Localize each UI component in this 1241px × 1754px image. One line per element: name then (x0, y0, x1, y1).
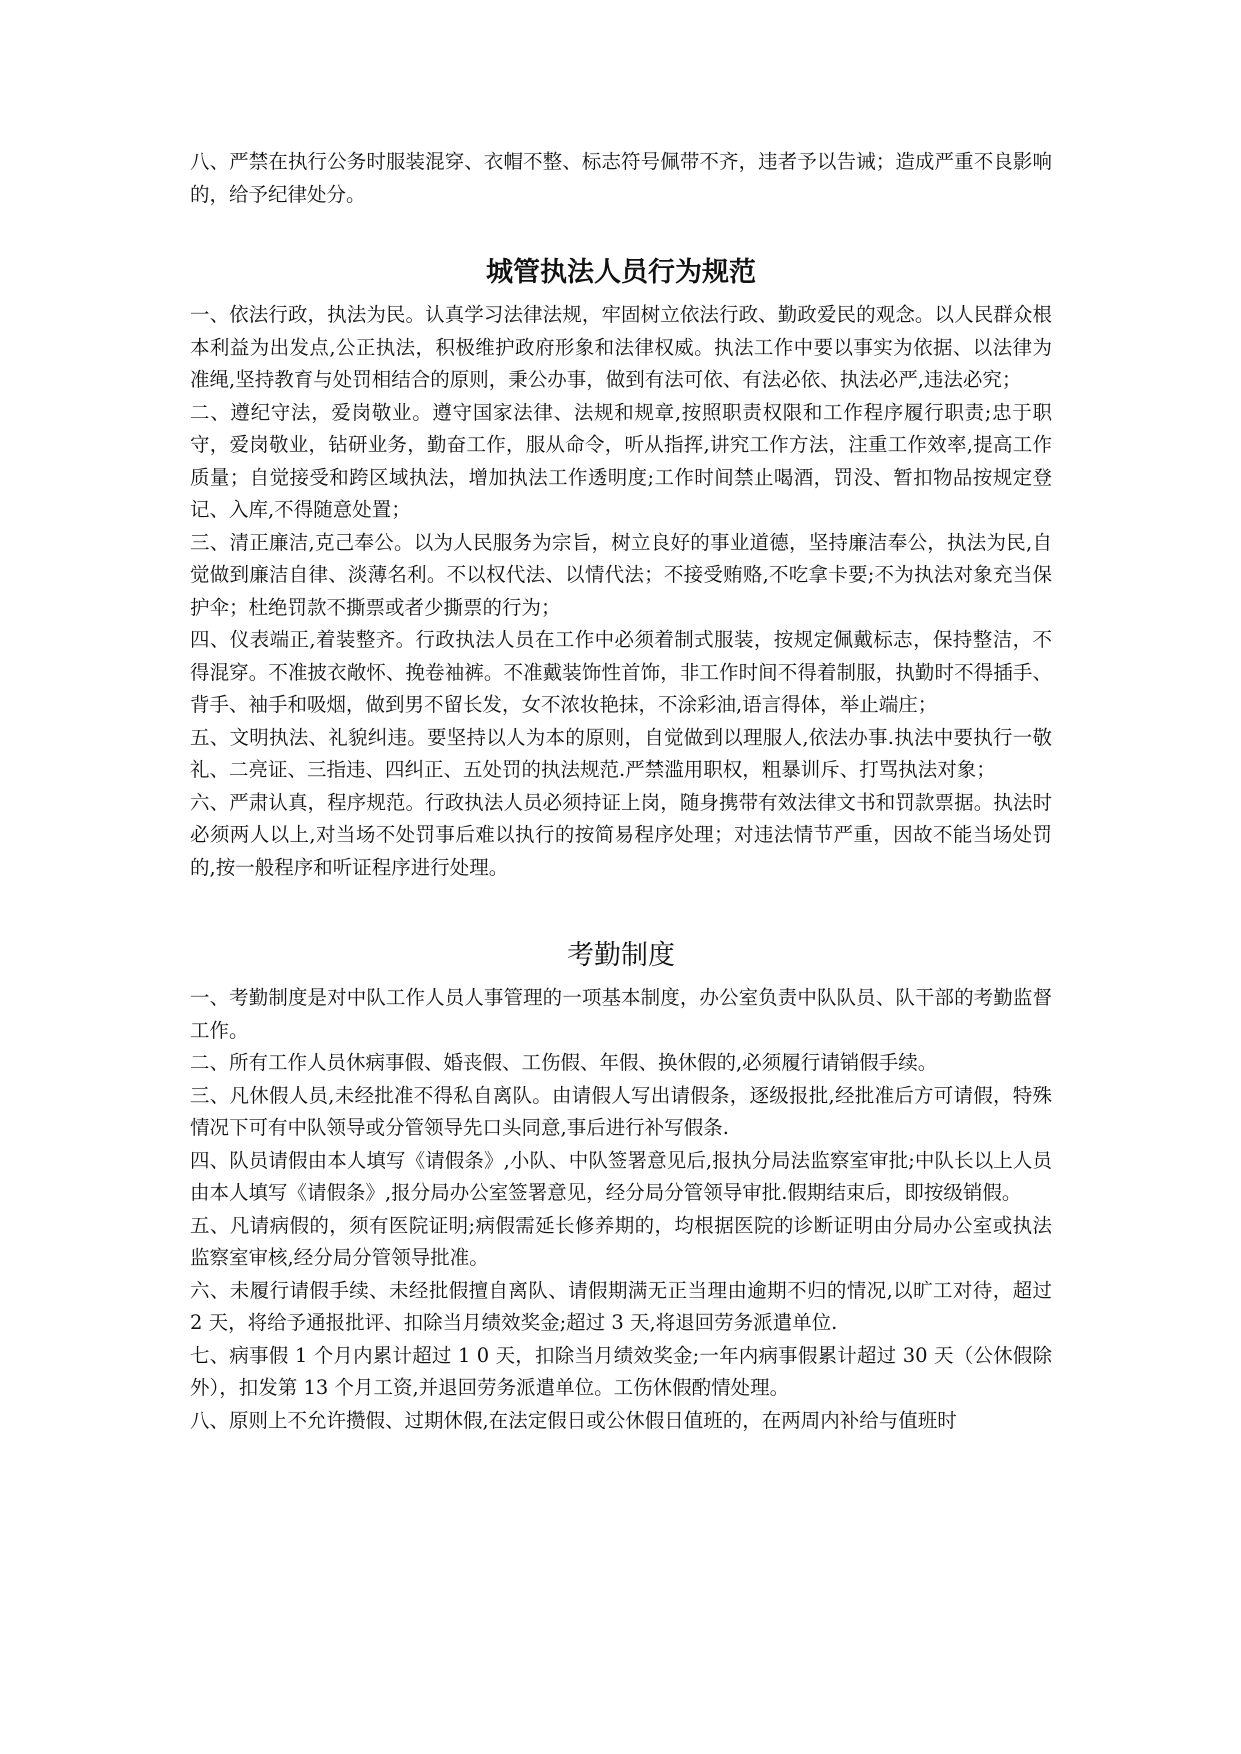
attendance-clause-4: 四、队员请假由本人填写《请假条》,小队、中队签署意见后,报执分局法监察室审批;中队长以上人员由本人填写《请假条》,报分局办公室签署意见，经分局分管领导审批.假期结束后，即按级销假。 (190, 1148, 1052, 1204)
attendance-clause-2: 二、所有工作人员休病事假、婚丧假、工伤假、年假、换休假的,必须履行请销假手续。 (190, 1051, 938, 1074)
intro-clause: 八、严禁在执行公务时服装混穿、衣帽不整、标志符号佩带不齐，违者予以告诫；造成严重不良影响的，给予纪律处分。 (190, 150, 1052, 206)
attendance-clause-8: 八、原则上不允许攒假、过期休假,在法定假日或公休假日值班的，在两周内补给与值班时 (190, 1408, 957, 1432)
conduct-clause-2: 二、遵纪守法，爱岗敬业。遵守国家法律、法规和规章,按照职责权限和工作程序履行职责;忠于职守，爱岗敬业，钻研业务，勤奋工作，服从命令，听从指挥,讲究工作方法，注重工作效率,提高工作质量；自觉接受和跨区域执法，增加执法工作透明度;工作时间禁止喝酒，罚没、暂扣物品按规定登记、入库,不得随意处置； (190, 400, 1052, 521)
section-title-conduct: 城管执法人员行为规范 (486, 257, 756, 288)
attendance-clause-6: 六、未履行请假手续、未经批假擅自离队、请假期满无正当理由逾期不归的情况,以旷工对待，超过 2 天，将给予通报批评、扣除当月绩效奖金;超过 3 天,将退回劳务派遣单位. (190, 1278, 1052, 1334)
attendance-clause-3: 三、凡休假人员,未经批准不得私自离队。由请假人写出请假条，逐级报批,经批准后方可请假，特殊情况下可有中队领导或分管领导先口头同意,事后进行补写假条. (190, 1083, 1052, 1139)
attendance-clause-5: 五、凡请病假的，须有医院证明;病假需延长修养期的，均根据医院的诊断证明由分局办公室或执法监察室审核,经分局分管领导批准。 (190, 1213, 1052, 1269)
attendance-clause-1: 一、考勤制度是对中队工作人员人事管理的一项基本制度，办公室负责中队队员、队干部的考勤监督工作。 (190, 986, 1052, 1042)
document-page (190, 146, 1052, 1437)
conduct-clause-3: 三、清正廉洁,克己奉公。以为人民服务为宗旨，树立良好的事业道德，坚持廉洁奉公，执法为民,自觉做到廉洁自律、淡薄名利。不以权代法、以情代法；不接受贿赂,不吃拿卡要;不为执法对象充当保护伞；杜绝罚款不撕票或者少撕票的行为； (190, 530, 1052, 619)
conduct-clause-6: 六、严肃认真，程序规范。行政执法人员必须持证上岗，随身携带有效法律文书和罚款票据。执法时必须两人以上,对当场不处罚事后难以执行的按简易程序处理；对违法情节严重，因故不能当场处罚的,按一般程序和听证程序进行处理。 (190, 790, 1052, 879)
conduct-clause-1: 一、依法行政，执法为民。认真学习法律法规，牢固树立依法行政、勤政爱民的观念。以人民群众根本利益为出发点,公正执法，积极维护政府形象和法律权威。执法工作中要以事实为依据、以法律为准绳,坚持教育与处罚相结合的原则，秉公办事，做到有法可依、有法必依、执法必严,违法必究； (190, 303, 1052, 391)
conduct-clause-5: 五、文明执法、礼貌纠违。要坚持以人为本的原则，自觉做到以理服人,依法办事.执法中要执行一敬礼、二亮证、三指违、四纠正、五处罚的执法规范.严禁滥用职权，粗暴训斥、打骂执法对象； (190, 725, 1052, 781)
section-title-attendance: 考勤制度 (567, 940, 675, 971)
conduct-clause-4: 四、仪表端正,着装整齐。行政执法人员在工作中必须着制式服装，按规定佩戴标志，保持整洁，不得混穿。不准披衣敞怀、挽卷袖裤。不准戴装饰性首饰，非工作时间不得着制服，执勤时不得插手、背手、袖手和吸烟，做到男不留长发，女不浓妆艳抹，不涂彩油,语言得体，举止端庄； (190, 628, 1052, 716)
attendance-clause-7: 七、病事假 1 个月内累计超过 1 0 天，扣除当月绩效奖金;一年内病事假累计超过 30 天（公休假除外），扣发第 13 个月工资,并退回劳务派遣单位。工伤休假酌情处理。 (190, 1343, 1052, 1399)
